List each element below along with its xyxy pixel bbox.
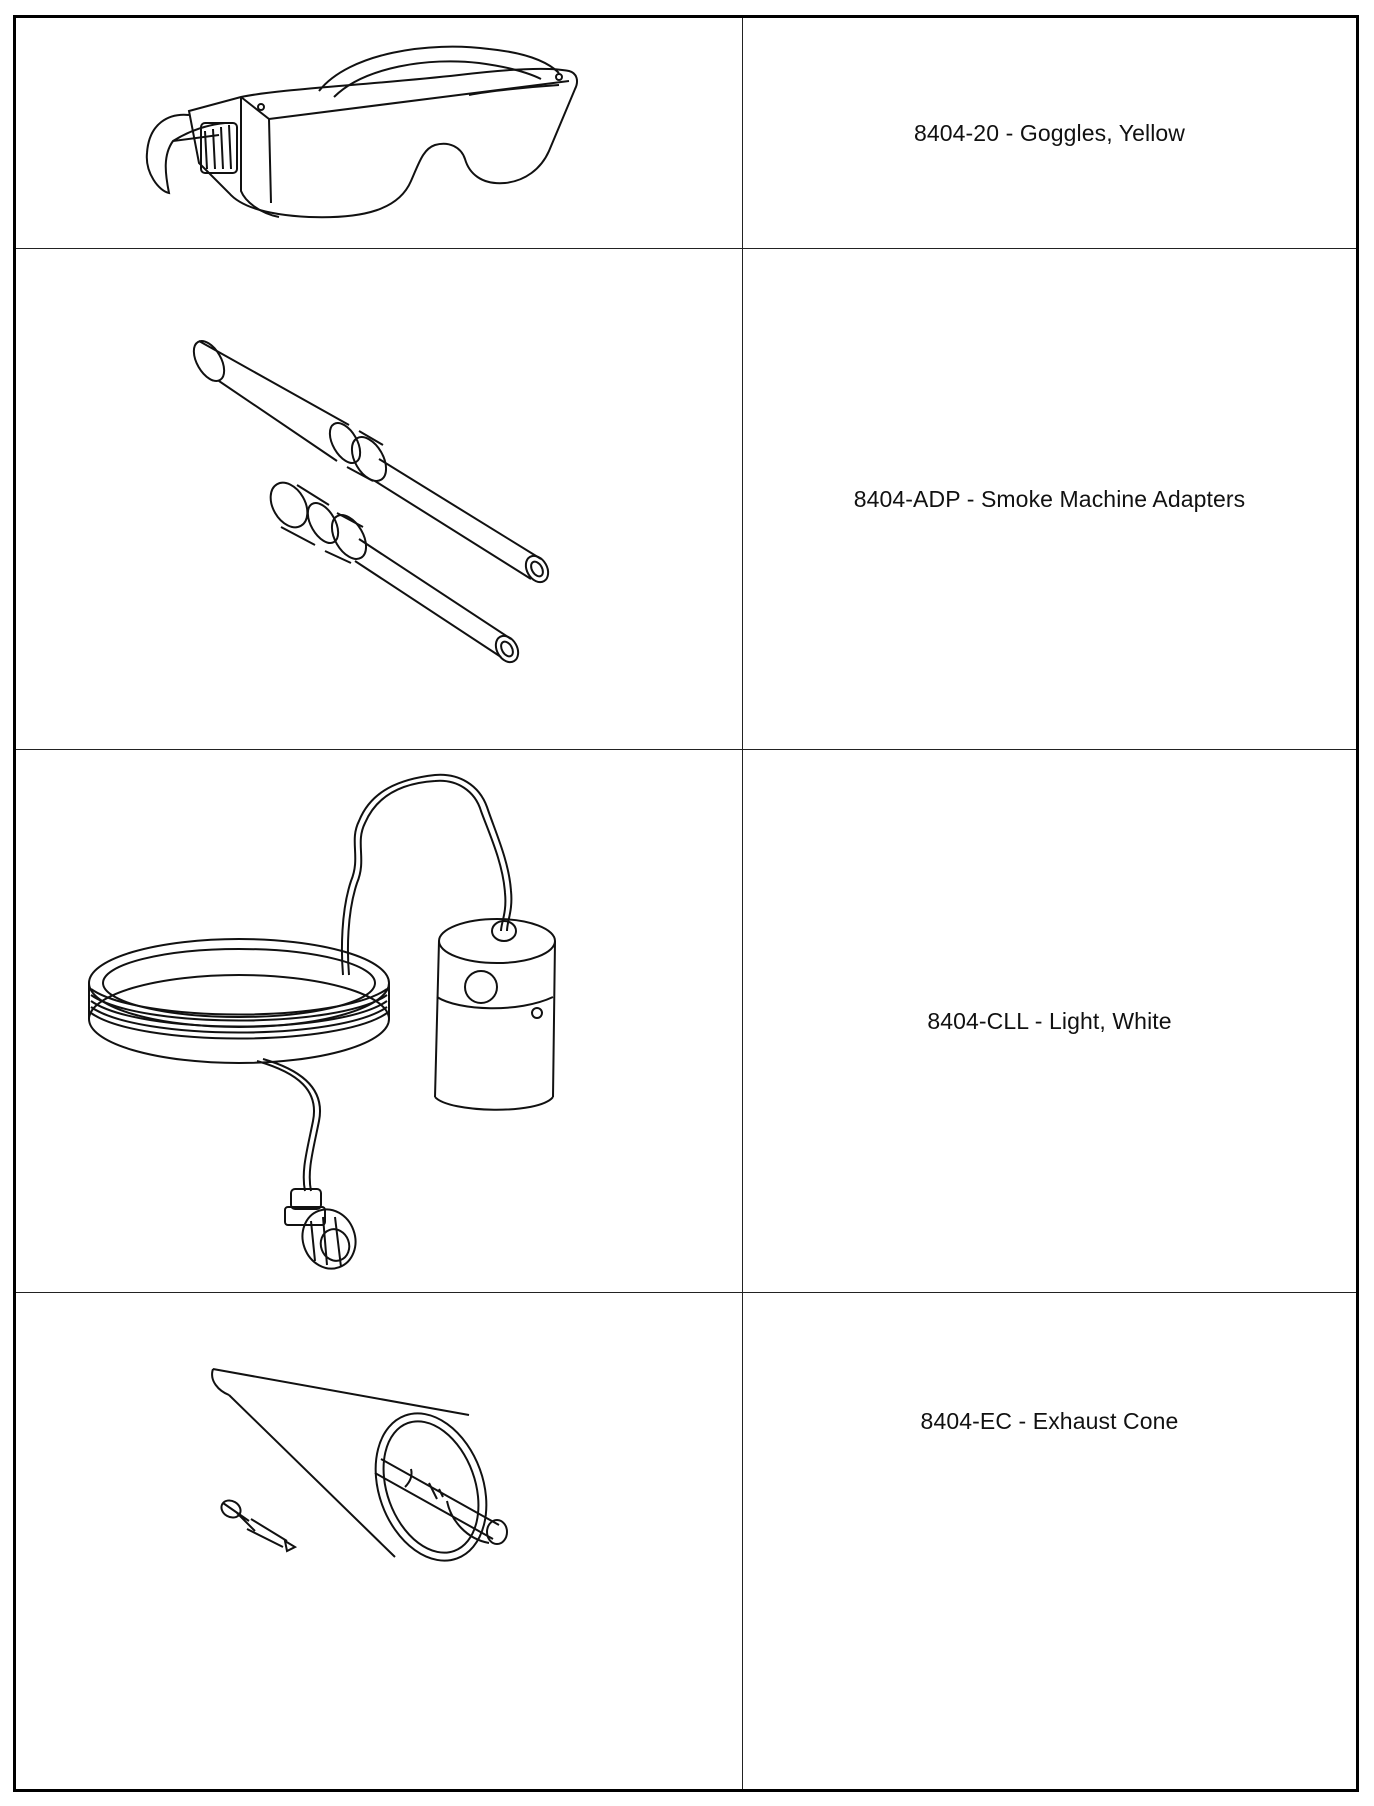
description-cell-exhaust-cone xyxy=(743,1293,1356,1789)
part-label-adapters: 8404-ADP - Smoke Machine Adapters xyxy=(853,485,1246,512)
exhaust-cone-icon xyxy=(199,1351,559,1611)
parts-table xyxy=(13,15,1359,1792)
part-label-light: 8404-CLL - Light, White xyxy=(927,1007,1172,1034)
description-cell-light xyxy=(743,750,1356,1293)
description-cell-adapters xyxy=(743,249,1356,750)
illustration-cell-adapters xyxy=(16,249,743,750)
light-icon xyxy=(79,761,679,1281)
part-label-exhaust-cone: 8404-EC - Exhaust Cone xyxy=(920,1407,1179,1434)
part-label-goggles: 8404-20 - Goggles, Yellow xyxy=(913,119,1186,146)
goggles-icon xyxy=(129,23,629,243)
illustration-cell-goggles xyxy=(16,18,743,249)
description-cell-goggles xyxy=(743,18,1356,249)
illustration-cell-light xyxy=(16,750,743,1293)
illustration-cell-exhaust-cone xyxy=(16,1293,743,1789)
adapters-icon xyxy=(179,309,579,689)
